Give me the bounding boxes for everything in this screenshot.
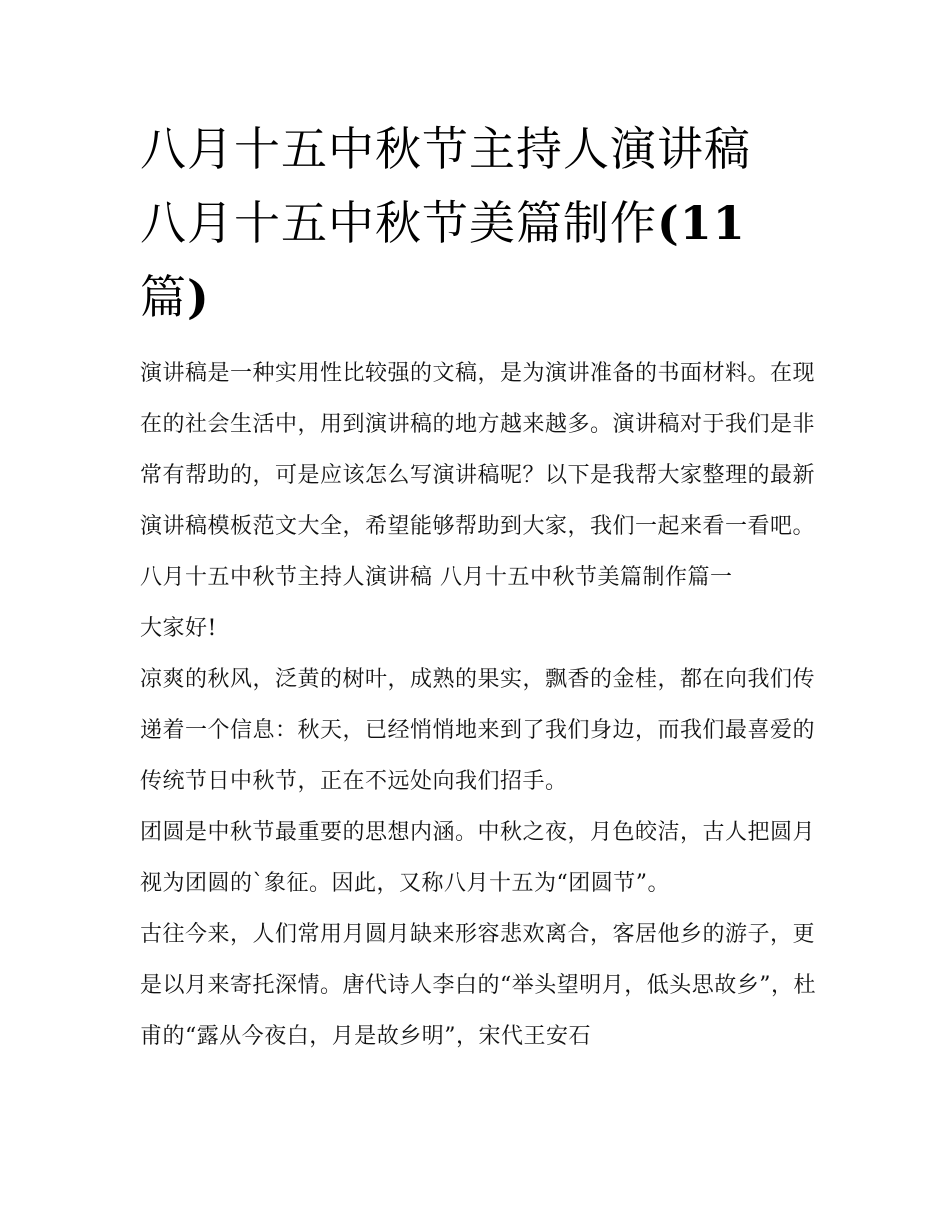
greeting-paragraph: 大家好! [140,616,217,641]
title-line-2: 八月十五中秋节美篇制作(11 [140,196,746,250]
document-body [140,348,820,1062]
poetry-paragraph: 古往今来，人们常用月圆月缺来形容悲欢离合，客居他乡的游子，更是以月来寄托深情。唐代诗人李白的“举头望明月，低头思故乡”，杜甫的“露从今夜白，月是故乡明”，宋代王安石 [140,922,816,1049]
section-heading: 八月十五中秋节主持人演讲稿 八月十五中秋节美篇制作篇一 [140,565,733,590]
title-line-3: 篇) [140,270,210,324]
intro-paragraph: 演讲稿是一种实用性比较强的文稿，是为演讲准备的书面材料。在现在的社会生活中，用到演讲稿的地方越来越多。演讲稿对于我们是非常有帮助的，可是应该怎么写演讲稿呢？以下是我帮大家整理的最新演讲稿模板范文大全，希望能够帮助到大家，我们一起来看一看吧。 [140,361,816,539]
title-line-1: 八月十五中秋节主持人演讲稿 [140,122,751,176]
document-title [140,112,820,334]
autumn-paragraph: 凉爽的秋风，泛黄的树叶，成熟的果实，飘香的金桂，都在向我们传递着一个信息：秋天，已经悄悄地来到了我们身边，而我们最喜爱的传统节日中秋节，正在不远处向我们招手。 [140,667,816,794]
title-count-open: (11 [657,196,746,250]
title-count-close: ) [187,270,210,324]
reunion-paragraph: 团圆是中秋节最重要的思想内涵。中秋之夜，月色皎洁，古人把圆月视为团圆的`象征。因此，又称八月十五为“团圆节”。 [140,820,816,896]
document-page [140,112,820,1062]
